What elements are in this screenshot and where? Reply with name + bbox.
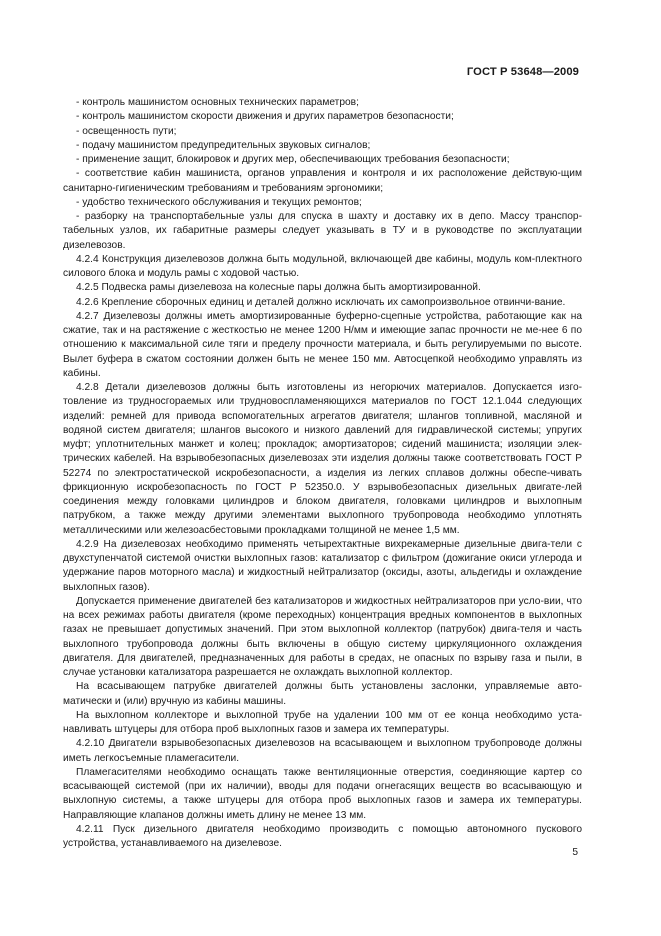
list-item: - соответствие кабин машиниста, органов управления и контроля и их расположение действую-щим санитарно-гигиеническим требованиям и требованиям эргономики; (63, 168, 582, 194)
paragraph-text: На всасывающем патрубке двигателей должны быть установлены заслонки, управляемые авто-матически и (или) вручную из кабины машины. (63, 681, 582, 707)
list-item: - освещенность пути; (76, 125, 177, 137)
paragraph-4-2-9: 4.2.9 На дизелевозах необходимо применять четырехтактные вихрекамерные дизельные двига-тели с двухступенчатой системой очистки выхлопных газов: катализатор с фильтром (дожигание окиси углерода и удержание паров моторного масла) и жидкостный нейтрализатор (оксиды, азоты, альдегиды и охлаждение выхлопных газов). (63, 538, 582, 593)
paragraph-text: Пламегасителями необходимо оснащать также вентиляционные отверстия, соединяющие картер со всасывающей системой (при их наличии), вводы для подачи огнегасящих веществ во всасывающую и выхлопную системы, а также штуцеры для отбора проб выхлопных газов и замера их температуры. Направляющие клапанов должны иметь длину не менее 13 мм. (63, 766, 582, 821)
list-item: - применение защит, блокировок и других мер, обеспечивающих требования безопасности; (76, 154, 510, 165)
paragraph-4-2-11: 4.2.11 Пуск дизельного двигателя необходимо производить с помощью автономного пускового устройства, устанавливаемого на дизелевозе. (63, 823, 582, 849)
paragraph-4-2-6: 4.2.6 Крепление сборочных единиц и деталей должно исключать их самопроизвольное отвинчи-вание. (76, 296, 566, 308)
document-body (63, 96, 582, 851)
list-item: - удобство технического обслуживания и текущих ремонтов; (76, 196, 362, 208)
page-number: 5 (572, 847, 578, 858)
list-item: - контроль машинистом скорости движения и других параметров безопасности; (76, 111, 454, 123)
paragraph-text: Допускается применение двигателей без катализаторов и жидкостных нейтрализаторов при усло-вии, что на всех режимах работы двигателя (кроме переходных) концентрация вредных компонентов в выхлопных газах не превышает допустимых значений. При этом выхлопной коллектор (патрубок) двига-теля и часть выхлопного трубопровода должны быть включены в общую систему циркуляционного охлаждения двигателя. Для двигателей, предназначенных для работы в средах, не опасных по взрыву газа и пыли, в случае установки катализатора разрешается не охлаждать выхлопной коллектор. (63, 595, 582, 678)
paragraph-4-2-10: 4.2.10 Двигатели взрывобезопасных дизелевозов на всасывающем и выхлопном трубопроводе должны иметь легкосъемные пламегасители. (63, 738, 582, 764)
document-code: ГОСТ Р 53648—2009 (466, 66, 579, 78)
paragraph-text: На выхлопном коллекторе и выхлопной трубе на удалении 100 мм от ее конца необходимо уста-навливать штуцеры для отбора проб выхлопных газов и замера их температуры. (63, 709, 582, 735)
list-item: - разборку на транспортабельные узлы для спуска в шахту и доставку их в депо. Массу транспор-табельных узлов, их габаритные размеры следует указывать в ТУ и в руководстве по эксплуатации дизелевозов. (63, 211, 582, 251)
paragraph-4-2-7: 4.2.7 Дизелевозы должны иметь амортизированные буферно-сцепные устройства, работающие как на сжатие, так и на растяжение с жесткостью не менее 1200 Н/мм и имеющие запас прочности не ме-нее 6 по отношению к максимальной силе тяги и пределу прочности материала, и быть регулируемыми по высоте. Вылет буфера в сжатом состоянии должен быть не менее 150 мм. Автосцепкой необходимо управлять из кабины. (63, 310, 582, 379)
list-item: - подачу машинистом предупредительных звуковых сигналов; (76, 139, 371, 151)
list-item: - контроль машинистом основных технических параметров; (76, 97, 359, 108)
paragraph-4-2-4: 4.2.4 Конструкция дизелевозов должна быть модульной, включающей две кабины, модуль ком-плектного силового блока и модуль рамы с ходовой частью. (63, 253, 582, 279)
paragraph-4-2-5: 4.2.5 Подвеска рамы дизелевоза на колесные пары должна быть амортизированной. (76, 282, 481, 294)
paragraph-4-2-8: 4.2.8 Детали дизелевозов должны быть изготовлены из негорючих материалов. Допускается изго-товление из трудносгораемых или трудновоспламеняющихся материалов по ГОСТ 12.1.044 следующих изделий: ремней для привода вспомогательных агрегатов двигателя; шлангов топливной, масляной и водяной систем двигателя; шлангов высокого и низкого давлений для гидравлической системы; упругих муфт; уплотнительных манжет и колец; прокладок; амортизаторов; сидений машиниста; изоляции элек-трических кабелей. На взрывобезопасных дизелевозах эти изделия должны также соответствовать ГОСТ Р 52274 по электростатической искробезопасности, а изделия из легких сплавов должны обеспе-чивать фрикционную искробезопасность по ГОСТ Р 52350.0. У взрывобезопасных дизельных двигате-лей соединения между головками цилиндров и блоком двигателя, головками цилиндров и выхлопным патрубком, а также между другими элементами выхлопного трубопровода необходимо уплотнять металлическими или железоасбестовыми прокладками толщиной не менее 1,5 мм. (63, 382, 582, 536)
